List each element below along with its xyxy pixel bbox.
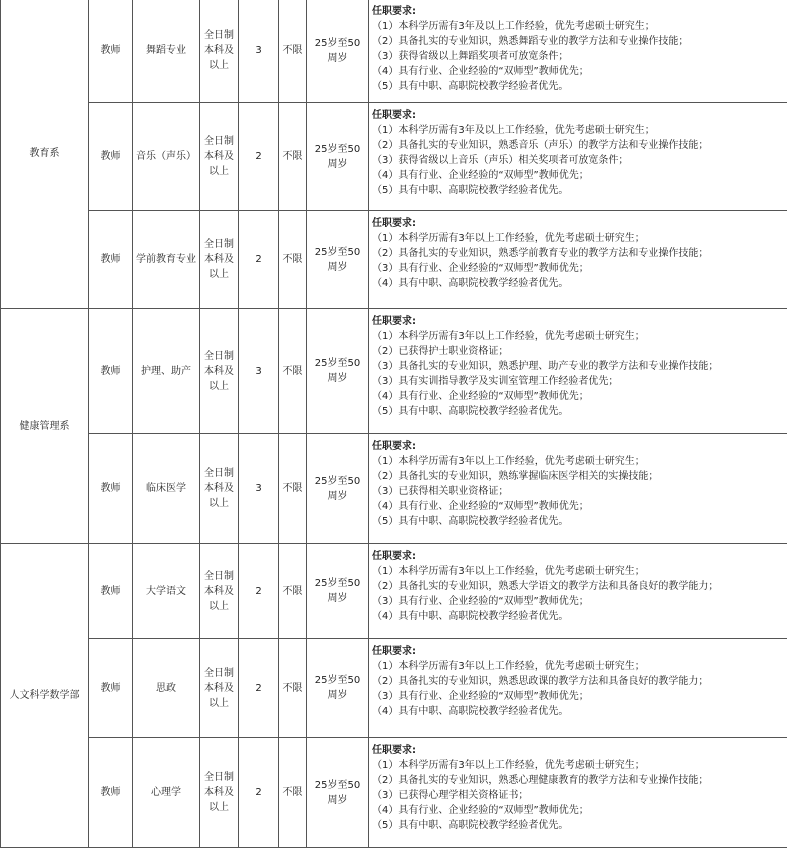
age-cell: 25岁至50周岁 (307, 309, 369, 434)
count-cell: 3 (239, 434, 279, 544)
requirement-line: （3）获得省级以上舞蹈奖项者可放宽条件； (372, 49, 784, 64)
table-row (1, 434, 787, 544)
requirement-line: （1）本科学历需有3年以上工作经验，优先考虑硕士研究生； (372, 758, 784, 773)
position-cell: 教师 (89, 738, 133, 848)
age-cell: 25岁至50周岁 (307, 434, 369, 544)
requirement-line: （1）本科学历需有3年以上工作经验，优先考虑硕士研究生； (372, 659, 784, 674)
position-cell: 教师 (89, 639, 133, 738)
requirement-line: （5）具有中职、高职院校教学经验者优先。 (372, 818, 784, 833)
limit-cell: 不限 (279, 211, 307, 309)
requirement-line: （3）具有行业、企业经验的“双师型”教师优先； (372, 261, 784, 276)
requirement-line: （4）具有中职、高职院校教学经验者优先。 (372, 609, 784, 624)
requirement-line: （3）具有行业、企业经验的“双师型”教师优先； (372, 594, 784, 609)
table-row (1, 0, 787, 103)
requirements-title: 任职要求: (372, 743, 784, 758)
count-cell: 2 (239, 544, 279, 639)
department-cell: 教育系 (1, 0, 89, 309)
count-cell: 2 (239, 639, 279, 738)
position-cell: 教师 (89, 211, 133, 309)
age-cell: 25岁至50周岁 (307, 639, 369, 738)
limit-cell: 不限 (279, 544, 307, 639)
limit-cell: 不限 (279, 434, 307, 544)
requirements-cell (369, 211, 787, 309)
requirement-line: （1）本科学历需有3年以上工作经验，优先考虑硕士研究生； (372, 329, 784, 344)
limit-cell: 不限 (279, 103, 307, 211)
requirements-cell (369, 434, 787, 544)
major-cell: 心理学 (133, 738, 200, 848)
requirements-cell (369, 103, 787, 211)
department-cell: 健康管理系 (1, 309, 89, 544)
education-cell: 全日制本科及以上 (200, 309, 239, 434)
table-row (1, 211, 787, 309)
position-cell: 教师 (89, 0, 133, 103)
requirement-line: （4）具有行业、企业经验的“双师型”教师优先； (372, 64, 784, 79)
requirement-line: （1）本科学历需有3年以上工作经验，优先考虑硕士研究生； (372, 564, 784, 579)
major-cell: 护理、助产 (133, 309, 200, 434)
education-cell: 全日制本科及以上 (200, 738, 239, 848)
department-cell: 人文科学数学部 (1, 544, 89, 848)
requirement-line: （2）具备扎实的专业知识，熟悉心理健康教育的教学方法和专业操作技能； (372, 773, 784, 788)
requirement-line: （1）本科学历需有3年及以上工作经验，优先考虑硕士研究生； (372, 19, 784, 34)
limit-cell: 不限 (279, 738, 307, 848)
major-cell: 临床医学 (133, 434, 200, 544)
requirement-line: （2）具备扎实的专业知识，熟悉学前教育专业的教学方法和专业操作技能； (372, 246, 784, 261)
requirements-title: 任职要求: (372, 644, 784, 659)
table-row (1, 639, 787, 738)
requirement-line: （1）本科学历需有3年以上工作经验，优先考虑硕士研究生； (372, 454, 784, 469)
requirements-title: 任职要求: (372, 216, 784, 231)
limit-cell: 不限 (279, 309, 307, 434)
education-cell: 全日制本科及以上 (200, 211, 239, 309)
requirements-title: 任职要求: (372, 549, 784, 564)
age-cell: 25岁至50周岁 (307, 544, 369, 639)
limit-cell: 不限 (279, 639, 307, 738)
requirement-line: （5）具有中职、高职院校教学经验者优先。 (372, 404, 784, 419)
requirement-line: （5）具有中职、高职院校教学经验者优先。 (372, 514, 784, 529)
education-cell: 全日制本科及以上 (200, 544, 239, 639)
count-cell: 2 (239, 738, 279, 848)
position-cell: 教师 (89, 309, 133, 434)
requirement-line: （5）具有中职、高职院校教学经验者优先。 (372, 183, 784, 198)
table-row (1, 309, 787, 434)
requirement-line: （2）具备扎实的专业知识，熟悉大学语文的教学方法和具备良好的教学能力； (372, 579, 784, 594)
requirements-cell (369, 309, 787, 434)
age-cell: 25岁至50周岁 (307, 0, 369, 103)
education-cell: 全日制本科及以上 (200, 103, 239, 211)
limit-cell: 不限 (279, 0, 307, 103)
count-cell: 3 (239, 0, 279, 103)
table-row (1, 544, 787, 639)
requirement-line: （2）具备扎实的专业知识，熟练掌握临床医学相关的实操技能； (372, 469, 784, 484)
major-cell: 思政 (133, 639, 200, 738)
count-cell: 2 (239, 211, 279, 309)
requirement-line: （2）具备扎实的专业知识，熟悉舞蹈专业的教学方法和专业操作技能； (372, 34, 784, 49)
requirements-cell (369, 639, 787, 738)
education-cell: 全日制本科及以上 (200, 639, 239, 738)
requirement-line: （3）具备扎实的专业知识，熟悉护理、助产专业的教学方法和专业操作技能； (372, 359, 784, 374)
count-cell: 3 (239, 309, 279, 434)
count-cell: 2 (239, 103, 279, 211)
education-cell: 全日制本科及以上 (200, 0, 239, 103)
requirement-line: （1）本科学历需有3年及以上工作经验，优先考虑硕士研究生； (372, 123, 784, 138)
position-cell: 教师 (89, 103, 133, 211)
requirements-title: 任职要求: (372, 108, 784, 123)
position-cell: 教师 (89, 544, 133, 639)
major-cell: 大学语文 (133, 544, 200, 639)
requirements-cell (369, 0, 787, 103)
requirements-title: 任职要求: (372, 439, 784, 454)
table-row (1, 738, 787, 848)
requirement-line: （2）具备扎实的专业知识，熟悉思政课的教学方法和具备良好的教学能力； (372, 674, 784, 689)
age-cell: 25岁至50周岁 (307, 103, 369, 211)
position-cell: 教师 (89, 434, 133, 544)
major-cell: 音乐（声乐） (133, 103, 200, 211)
requirement-line: （5）具有中职、高职院校教学经验者优先。 (372, 79, 784, 94)
requirement-line: （3）具有实训指导教学及实训室管理工作经验者优先； (372, 374, 784, 389)
major-cell: 舞蹈专业 (133, 0, 200, 103)
requirement-line: （1）本科学历需有3年以上工作经验，优先考虑硕士研究生； (372, 231, 784, 246)
requirement-line: （4）具有中职、高职院校教学经验者优先。 (372, 276, 784, 291)
requirements-title: 任职要求: (372, 314, 784, 329)
requirement-line: （3）已获得心理学相关资格证书； (372, 788, 784, 803)
requirement-line: （4）具有行业、企业经验的“双师型”教师优先； (372, 389, 784, 404)
requirement-line: （2）具备扎实的专业知识，熟悉音乐（声乐）的教学方法和专业操作技能； (372, 138, 784, 153)
requirements-cell (369, 544, 787, 639)
requirement-line: （3）获得省级以上音乐（声乐）相关奖项者可放宽条件； (372, 153, 784, 168)
requirement-line: （3）具有行业、企业经验的“双师型”教师优先； (372, 689, 784, 704)
requirement-line: （2）已获得护士职业资格证； (372, 344, 784, 359)
requirement-line: （4）具有行业、企业经验的“双师型”教师优先； (372, 499, 784, 514)
table-row (1, 103, 787, 211)
requirements-cell (369, 738, 787, 848)
requirement-line: （4）具有行业、企业经验的“双师型”教师优先； (372, 168, 784, 183)
requirement-line: （4）具有行业、企业经验的“双师型”教师优先； (372, 803, 784, 818)
major-cell: 学前教育专业 (133, 211, 200, 309)
education-cell: 全日制本科及以上 (200, 434, 239, 544)
requirement-line: （4）具有中职、高职院校教学经验者优先。 (372, 704, 784, 719)
age-cell: 25岁至50周岁 (307, 738, 369, 848)
age-cell: 25岁至50周岁 (307, 211, 369, 309)
requirement-line: （3）已获得相关职业资格证； (372, 484, 784, 499)
requirements-title: 任职要求: (372, 4, 784, 19)
